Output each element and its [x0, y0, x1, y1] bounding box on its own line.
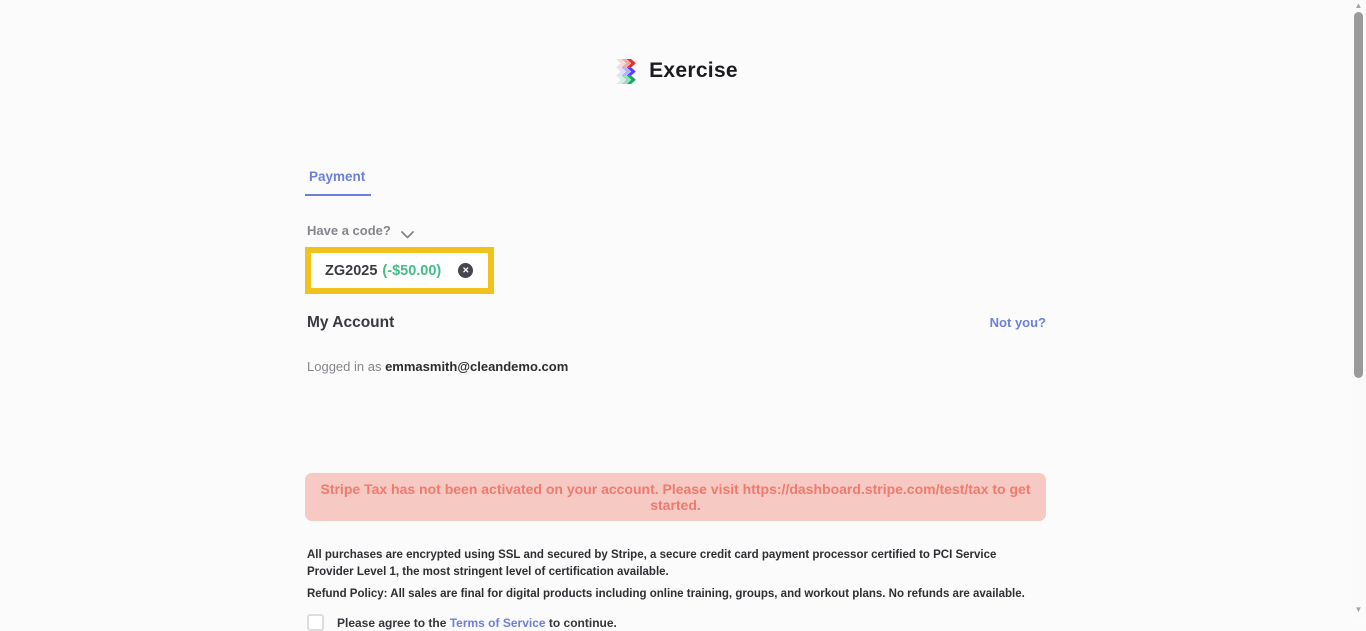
coupon-code: ZG2025: [325, 262, 378, 279]
user-email: emmasmith@cleandemo.com: [385, 359, 569, 374]
terms-agreement-label: [337, 616, 617, 630]
have-a-code-toggle[interactable]: [305, 223, 414, 238]
stripe-tax-alert: [305, 473, 1046, 521]
stripe-tax-alert-text: Stripe Tax has not been activated on your account. Please visit https://dashboard.stripe.com/test/tax to get started.: [320, 481, 1031, 513]
checkout-content: [305, 0, 1046, 631]
terms-agreement-row: [305, 614, 1046, 631]
ssl-disclaimer: All purchases are encrypted using SSL and secured by Stripe, a secure credit card payment processor certified to PCI Service Provider Level 1, the most stringent level of certification available.: [307, 549, 997, 578]
agree-prefix: Please agree to the: [337, 615, 450, 630]
brand-name: Exercise: [649, 59, 738, 82]
logged-in-prefix: Logged in as: [307, 359, 386, 374]
coupon-discount: (-$50.00): [382, 262, 442, 279]
logged-in-status: [305, 359, 1046, 374]
have-a-code-label: Have a code?: [307, 223, 391, 238]
tab-payment[interactable]: Payment: [305, 169, 371, 196]
exercise-logo-icon: [613, 58, 640, 85]
terms-checkbox[interactable]: [307, 614, 324, 631]
tab-bar: [305, 168, 1046, 196]
remove-coupon-button[interactable]: [458, 263, 473, 278]
not-you-link[interactable]: Not you?: [989, 315, 1046, 330]
scroll-up-arrow-icon[interactable]: ▲: [1354, 1, 1363, 10]
my-account-title: My Account: [307, 314, 395, 331]
scrollbar: [1351, 0, 1366, 618]
close-icon: ✕: [462, 265, 470, 276]
scrollbar-thumb[interactable]: [1354, 12, 1363, 378]
scroll-down-arrow-icon[interactable]: ▼: [1354, 605, 1363, 614]
refund-policy: Refund Policy: All sales are final for digital products including online training, groups, and workout plans. No refunds are available.: [307, 588, 1025, 600]
applied-coupon-box: [305, 247, 494, 294]
terms-of-service-link[interactable]: Terms of Service: [449, 615, 546, 630]
app-header: [305, 54, 1046, 88]
account-section-header: [305, 314, 1046, 332]
agree-suffix: to continue.: [545, 615, 617, 630]
chevron-down-icon: [401, 227, 414, 235]
